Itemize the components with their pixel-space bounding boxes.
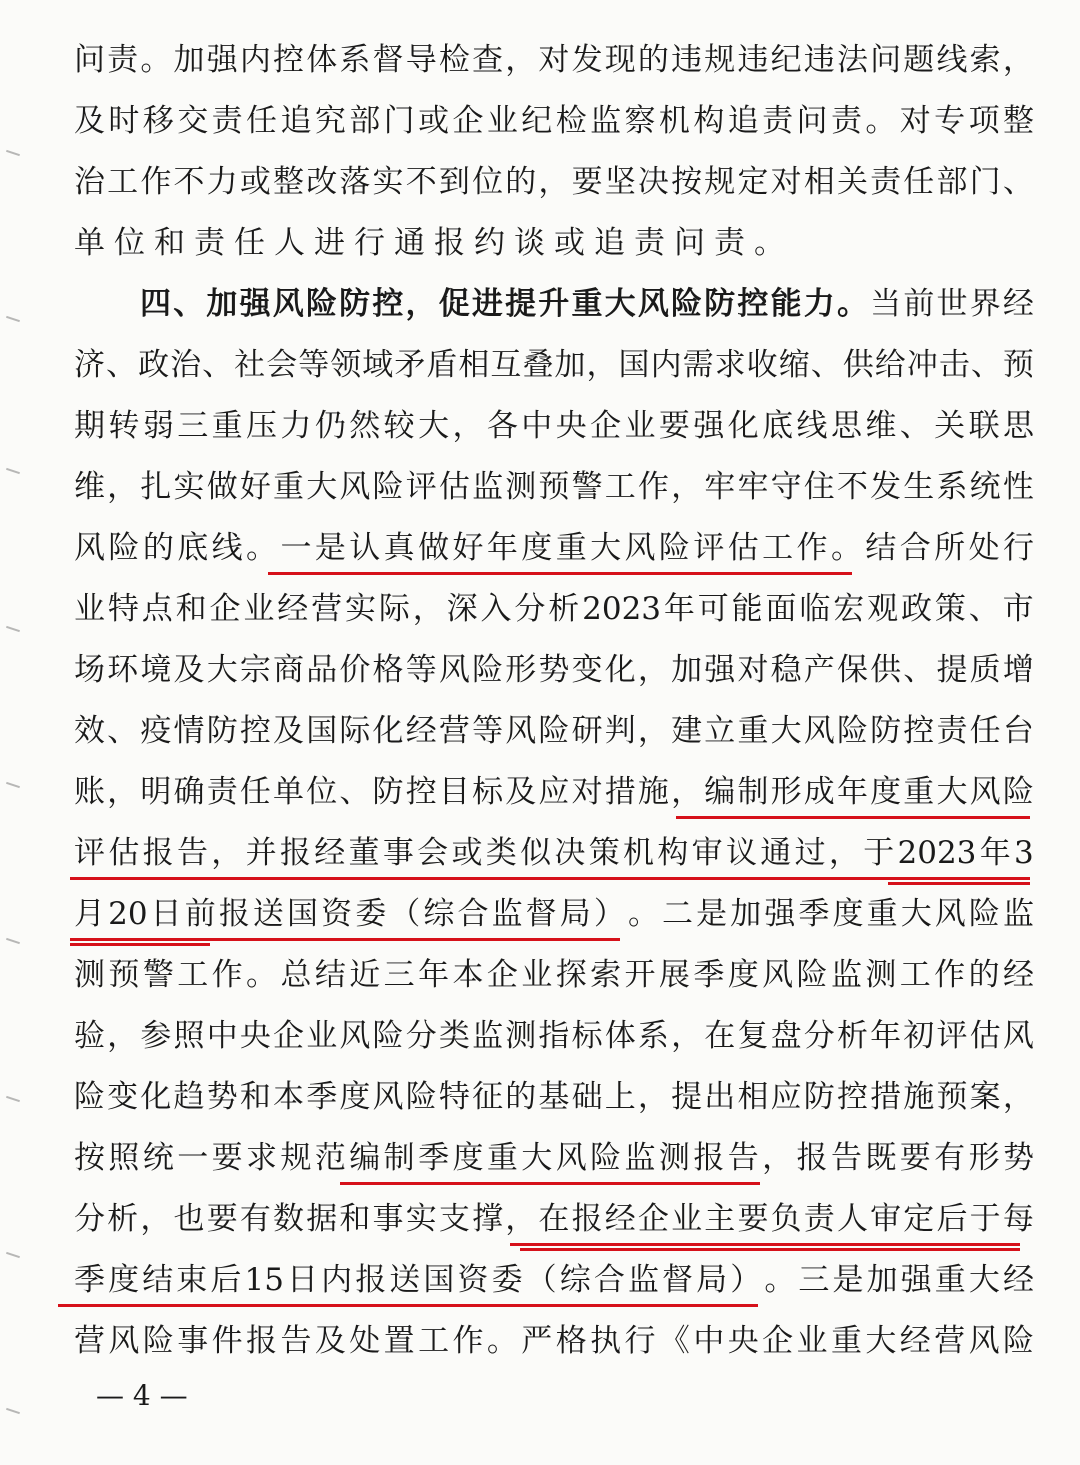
highlight-underline (510, 1243, 1020, 1246)
binding-mark (6, 1408, 20, 1414)
section-paragraph-first-line: 四 、 加 强 风 险 防 控 ， 促 进 提 升 重 大 风 险 防 控 能 力 。 当 前 世 界 经 (140, 286, 1034, 322)
text-line: 季 度 结 束 后 15 日 内 报 送 国 资 委 （ 综 合 监 督 局 ） 。 三 是 加 强 重 大 经 (74, 1262, 1034, 1298)
text-line: 期 转 弱 三 重 压 力 仍 然 较 大 ， 各 中 央 企 业 要 强 化 底 线 思 维 、 关 联 思 (74, 408, 1034, 444)
highlight-underline (70, 877, 1030, 880)
highlight-underline (520, 1248, 1020, 1251)
text-line: 评 估 报 告 ， 并 报 经 董 事 会 或 类 似 决 策 机 构 审 议 通 过 ， 于 2023 年 3 (74, 835, 1034, 871)
binding-mark (6, 1096, 20, 1102)
text-line: 及 时 移 交 责 任 追 究 部 门 或 企 业 纪 检 监 察 机 构 追 责 问 责 。 对 专 项 整 (74, 103, 1034, 139)
text-line: 济 、 政 治 、 社 会 等 领 域 矛 盾 相 互 叠 加 ， 国 内 需 求 收 缩 、 供 给 冲 击 、 预 (74, 347, 1034, 383)
text-line: 问 责 。 加 强 内 控 体 系 督 导 检 查 ， 对 发 现 的 违 规 违 纪 违 法 问 题 线 索 ， (74, 42, 1034, 78)
text-line: 业 特 点 和 企 业 经 营 实 际 ， 深 入 分 析 2023 年 可 能 面 临 宏 观 政 策 、 市 (74, 591, 1034, 627)
text-line: 单位和责任人进行通报约谈或追责问责。 (74, 225, 794, 261)
binding-mark (6, 1252, 20, 1258)
text-line: 维 ， 扎 实 做 好 重 大 风 险 评 估 监 测 预 警 工 作 ， 牢 牢 守 住 不 发 生 系 统 性 (74, 469, 1034, 505)
binding-mark (6, 150, 20, 156)
highlight-underline (676, 816, 1030, 819)
highlight-underline (340, 1182, 760, 1185)
text-line: 分 析 ， 也 要 有 数 据 和 事 实 支 撑 ， 在 报 经 企 业 主 要 负 责 人 审 定 后 于 每 (74, 1201, 1034, 1237)
text-line: 按 照 统 一 要 求 规 范 编 制 季 度 重 大 风 险 监 测 报 告 ， 报 告 既 要 有 形 势 (74, 1140, 1034, 1176)
text-line: 效 、 疫 情 防 控 及 国 际 化 经 营 等 风 险 研 判 ， 建 立 重 大 风 险 防 控 责 任 台 (74, 713, 1034, 749)
text-line: 测 预 警 工 作 。 总 结 近 三 年 本 企 业 探 索 开 展 季 度 风 险 监 测 工 作 的 经 (74, 957, 1034, 993)
text-line: 账 ， 明 确 责 任 单 位 、 防 控 目 标 及 应 对 措 施 ， 编 制 形 成 年 度 重 大 风 险 (74, 774, 1034, 810)
highlight-underline (268, 572, 852, 575)
text-line: 营 风 险 事 件 报 告 及 处 置 工 作 。 严 格 执 行 《 中 央 企 业 重 大 经 营 风 险 (74, 1323, 1034, 1359)
highlight-underline (70, 943, 210, 946)
highlight-underline (58, 1304, 758, 1307)
binding-mark (6, 782, 20, 788)
binding-mark (6, 938, 20, 944)
binding-mark (6, 316, 20, 322)
text-line: 场 环 境 及 大 宗 商 品 价 格 等 风 险 形 势 变 化 ， 加 强 对 稳 产 保 供 、 提 质 增 (74, 652, 1034, 688)
text-line: 验 ， 参 照 中 央 企 业 风 险 分 类 监 测 指 标 体 系 ， 在 复 盘 分 析 年 初 评 估 风 (74, 1018, 1034, 1054)
highlight-underline (70, 938, 620, 941)
highlight-underline (888, 882, 1030, 885)
text-line: 月 20 日 前 报 送 国 资 委 （ 综 合 监 督 局 ） 。 二 是 加 强 季 度 重 大 风 险 监 (74, 896, 1034, 932)
page-number: — 4 — (96, 1379, 188, 1412)
binding-mark (6, 626, 20, 632)
binding-mark (6, 468, 20, 474)
text-line: 险 变 化 趋 势 和 本 季 度 风 险 特 征 的 基 础 上 ， 提 出 相 应 防 控 措 施 预 案 ， (74, 1079, 1034, 1115)
text-line: 治 工 作 不 力 或 整 改 落 实 不 到 位 的 ， 要 坚 决 按 规 定 对 相 关 责 任 部 门 、 (74, 164, 1034, 200)
text-line: 风 险 的 底 线 。 一 是 认 真 做 好 年 度 重 大 风 险 评 估 工 作 。 结 合 所 处 行 (74, 530, 1034, 566)
